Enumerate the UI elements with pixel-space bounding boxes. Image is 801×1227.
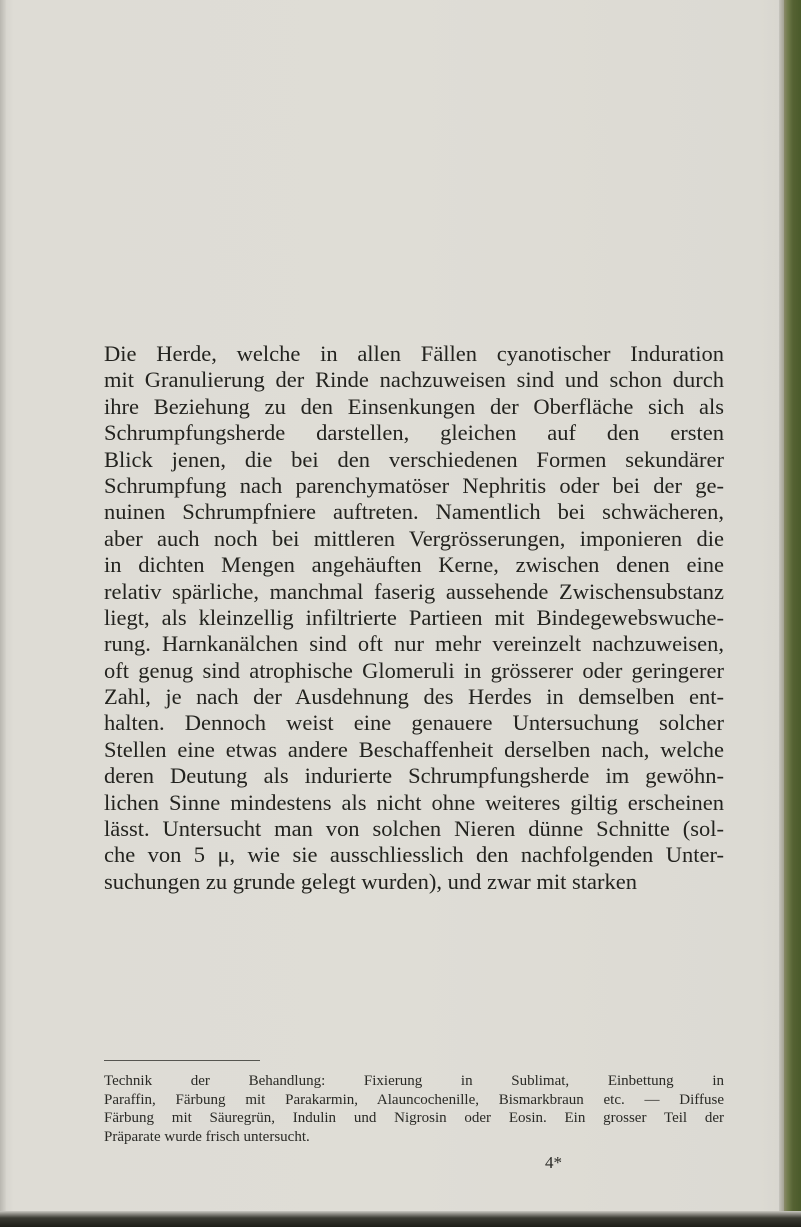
text-line: che von 5 μ, wie sie ausschliesslich den nachfolgenden Unter- xyxy=(104,842,724,868)
page-bottom-edge xyxy=(0,1211,801,1227)
text-line: lässt. Untersucht man von solchen Nieren dünne Schnitte (sol- xyxy=(104,816,724,842)
text-line: suchungen zu grunde gelegt wurden), und zwar mit starken xyxy=(104,868,637,894)
footnote-line: Färbung mit Säuregrün, Indulin und Nigrosin oder Eosin. Ein grosser Teil der xyxy=(104,1110,724,1126)
text-line: Schrumpfung nach parenchymatöser Nephritis oder bei der ge- xyxy=(104,472,724,498)
text-line: aber auch noch bei mittleren Vergrösserungen, imponieren die xyxy=(104,525,724,551)
text-line: Schrumpfungsherde darstellen, gleichen auf den ersten xyxy=(104,420,724,446)
printer-signature-mark: 4* xyxy=(545,1153,562,1172)
book-binding-edge xyxy=(784,0,801,1227)
text-line: ihre Beziehung zu den Einsenkungen der Oberfläche sich als xyxy=(104,393,724,419)
text-line: Die Herde, welche in allen Fällen cyanotischer Induration xyxy=(104,341,724,366)
text-line: Stellen eine etwas andere Beschaffenheit derselben nach, welche xyxy=(104,736,724,762)
main-text-block xyxy=(104,341,724,895)
text-line: halten. Dennoch weist eine genauere Untersuchung solcher xyxy=(104,710,724,736)
text-line: nuinen Schrumpfniere auftreten. Namentlich bei schwächeren, xyxy=(104,499,724,525)
text-line: Blick jenen, die bei den verschiedenen Formen sekundärer xyxy=(104,446,724,472)
text-line: mit Granulierung der Rinde nachzuweisen sind und schon durch xyxy=(104,367,724,393)
text-line: liegt, als kleinzellig infiltrierte Partieen mit Bindegewebswuche- xyxy=(104,604,724,630)
text-line: lichen Sinne mindestens als nicht ohne weiteres giltig erscheinen xyxy=(104,789,724,815)
text-line: oft genug sind atrophische Glomeruli in grösserer oder geringerer xyxy=(104,657,724,683)
footnote-separator xyxy=(104,1060,260,1061)
text-line: rung. Harnkanälchen sind oft nur mehr vereinzelt nachzuweisen, xyxy=(104,631,724,657)
text-line: relativ spärliche, manchmal faserig aussehende Zwischensubstanz xyxy=(104,578,724,604)
footnote-line: Technik der Behandlung: Fixierung in Sublimat, Einbettung in xyxy=(104,1073,724,1089)
footnote-line: Paraffin, Färbung mit Parakarmin, Alauncochenille, Bismarkbraun etc. — Diffuse xyxy=(104,1091,724,1108)
page-left-edge xyxy=(0,0,6,1227)
footnote-line: Präparate wurde frisch untersucht. xyxy=(104,1128,310,1145)
text-line: in dichten Mengen angehäuften Kerne, zwischen denen eine xyxy=(104,552,724,578)
text-line: deren Deutung als indurierte Schrumpfungsherde im gewöhn- xyxy=(104,763,724,789)
text-line: Zahl, je nach der Ausdehnung des Herdes in demselben ent- xyxy=(104,684,724,710)
footnote-block xyxy=(104,1072,724,1146)
